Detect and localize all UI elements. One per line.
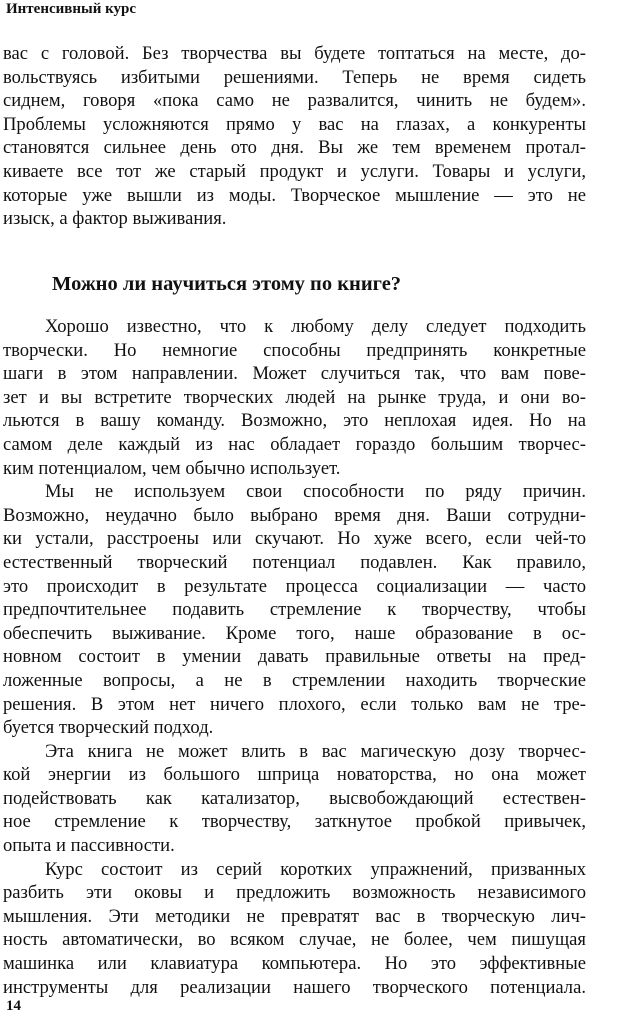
text-line: предпочтительнее подавить стремление к творчеству, чтобы (3, 599, 586, 621)
text-line: сиднем, говоря «пока само не развалится, чинить не будем». (3, 90, 586, 112)
text-line: разбить эти оковы и предложить возможность независимого (3, 882, 586, 904)
text-line: шаги в этом направлении. Может случиться так, что вам пове- (3, 363, 586, 385)
text-line: льются в вашу команду. Возможно, это неплохая идея. Но на (3, 410, 586, 432)
text-line: изыск, а фактор выживания. (3, 208, 227, 230)
body-text (3, 315, 586, 999)
intro-paragraph (3, 42, 586, 231)
text-line: самом деле каждый из нас обладает гораздо большим творчес- (3, 433, 586, 455)
text-line: Хорошо известно, что к любому делу следует подходить (45, 316, 586, 337)
text-line: киваете все тот же старый продукт и услуги. Товары и услуги, (3, 160, 586, 182)
text-line: опыта и пассивности. (3, 835, 175, 857)
text-line: решения. В этом нет ничего плохого, если только вам не тре- (3, 693, 586, 715)
text-line: вас с головой. Без творчества вы будете топтаться на месте, до- (3, 43, 586, 64)
text-line: становятся сильнее день ото дня. Вы же тем временем протал- (3, 137, 586, 159)
text-line: Мы не используем свои способности по ряду причин. (45, 481, 586, 503)
text-line: зет и вы встретите творческих людей на рынке труда, и они во- (3, 386, 586, 408)
text-line: вольствуясь избитыми решениями. Теперь не время сидеть (3, 66, 586, 88)
text-line: ки устали, расстроены или скучают. Но хуже всего, если чей-то (3, 528, 586, 550)
text-line: ное стремление к творчеству, заткнутое пробкой привычек, (3, 811, 586, 833)
text-line: естественный творческий потенциал подавлен. Как правило, (3, 551, 586, 573)
text-line: инструменты для реализации нашего творческого потенциала. (3, 976, 586, 998)
text-line: Возможно, неудачно было выбрано время дня. Ваши сотрудни- (3, 504, 586, 526)
text-line: творчески. Но немногие способны предпринять конкретные (3, 339, 586, 361)
page-number: 14 (6, 998, 21, 1014)
text-line: ность автоматически, во всяком случае, не более, чем пишущая (3, 929, 586, 951)
section-heading: Можно ли научиться этому по книге? (52, 273, 402, 295)
text-line: подействовать как катализатор, высвобождающий естествен- (3, 787, 586, 809)
text-line: новном состоит в умении давать правильные ответы на пред- (3, 646, 586, 668)
text-line: буется творческий подход. (3, 717, 214, 739)
text-line: Курс состоит из серий коротких упражнений, призванных (45, 858, 586, 880)
text-line: которые уже вышли из моды. Творческое мышление — это не (3, 184, 586, 206)
text-line: Эта книга не может влить в вас магическую дозу творчес- (45, 740, 586, 762)
text-line: ким потенциалом, чем обычно использует. (3, 457, 341, 479)
text-line: обеспечить выживание. Кроме того, наше образование в ос- (3, 622, 586, 644)
text-line: ложенные вопросы, а не в стремлении находить творческие (3, 669, 586, 691)
text-line: мышления. Эти методики не превратят вас в творческую лич- (3, 905, 586, 927)
text-line: кой энергии из большого шприца новаторства, но она может (3, 764, 586, 786)
text-line: это происходит в результате процесса социализации — часто (3, 575, 586, 597)
running-head: Интенсивный курс (6, 1, 137, 17)
text-line: Проблемы усложняются прямо у вас на глазах, а конкуренты (3, 113, 586, 135)
text-line: машинка или клавиатура компьютера. Но это эффективные (3, 953, 586, 975)
